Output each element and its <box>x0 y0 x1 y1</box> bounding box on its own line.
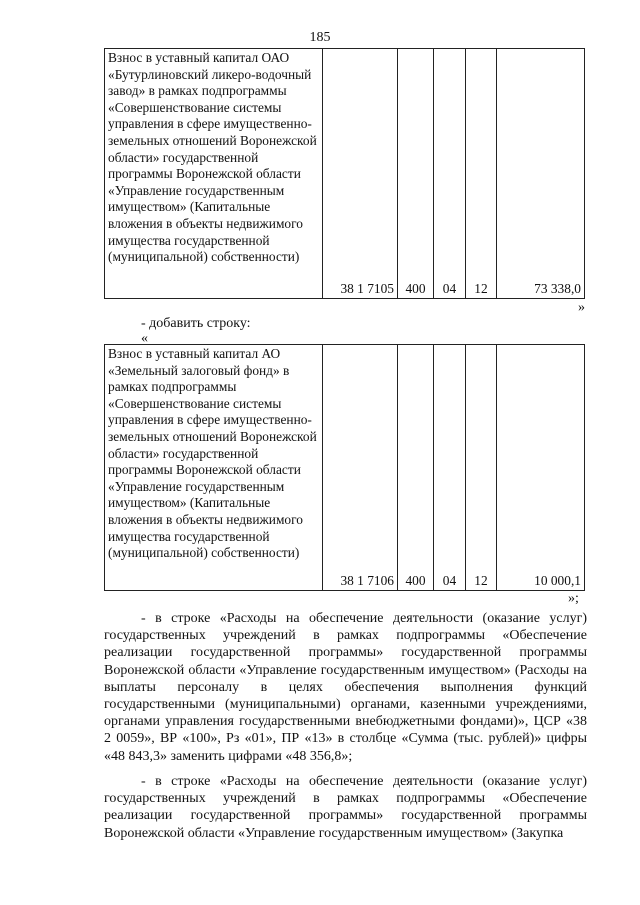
amendment-paragraph: - в строке «Расходы на обеспечение деятельности (оказание услуг) государственных учреждений в рамках подпрограммы «Обеспечение реализации государственной программы» государственной программы Воронежской области «Управление государственным имуществом» (Закупка <box>104 774 587 841</box>
pr-cell: 12 <box>466 345 497 591</box>
rz-cell: 04 <box>434 345 466 591</box>
budget-table-1 <box>104 48 585 299</box>
opening-quote: « <box>141 331 148 346</box>
row-name-cell: Взнос в уставный капитал ОАО «Бутурлиновский ликеро-водочный завод» в рамках подпрограммы «Совершенствование системы управления в сфере имущественно-земельных отношений Воронежской области» государственной программы Воронежской области «Управление государственным имуществом» (Капитальные вложения в объекты недвижимого имущества государственной (муниципальной) собственности) <box>105 49 323 299</box>
sum-cell: 73 338,0 <box>497 49 585 299</box>
pr-cell: 12 <box>466 49 497 299</box>
csr-cell: 38 1 7105 <box>323 49 398 299</box>
add-row-instruction: - добавить строку: <box>141 316 251 331</box>
closing-quote: » <box>578 300 585 315</box>
amendment-paragraph: - в строке «Расходы на обеспечение деятельности (оказание услуг) государственных учреждений в рамках подпрограммы «Обеспечение реализации государственной программы» государственной программы Воронежской области «Управление государственным имуществом» (Расходы на выплаты персоналу в целях обеспечения выполнения функций государственными (муниципальными) органами, казенными учреждениями, органами управления государственными внебюджетными фондами)», ЦСР «38 2 0059», ВР «100», Рз «01», ПР «13» в столбце «Сумма (тыс. рублей)» цифры «48 843,3» заменить цифрами «48 356,8»; <box>104 611 587 764</box>
closing-quote: »; <box>568 591 579 606</box>
table-row <box>105 49 585 299</box>
page-number: 185 <box>309 30 331 45</box>
csr-cell: 38 1 7106 <box>323 345 398 591</box>
vr-cell: 400 <box>398 49 434 299</box>
row-name-cell: Взнос в уставный капитал АО «Земельный залоговый фонд» в рамках подпрограммы «Совершенствование системы управления в сфере имущественно-земельных отношений Воронежской области» государственной программы Воронежской области «Управление государственным имуществом» (Капитальные вложения в объекты недвижимого имущества государственной (муниципальной) собственности) <box>105 345 323 591</box>
budget-table-2 <box>104 344 585 591</box>
vr-cell: 400 <box>398 345 434 591</box>
rz-cell: 04 <box>434 49 466 299</box>
table-row <box>105 345 585 591</box>
sum-cell: 10 000,1 <box>497 345 585 591</box>
